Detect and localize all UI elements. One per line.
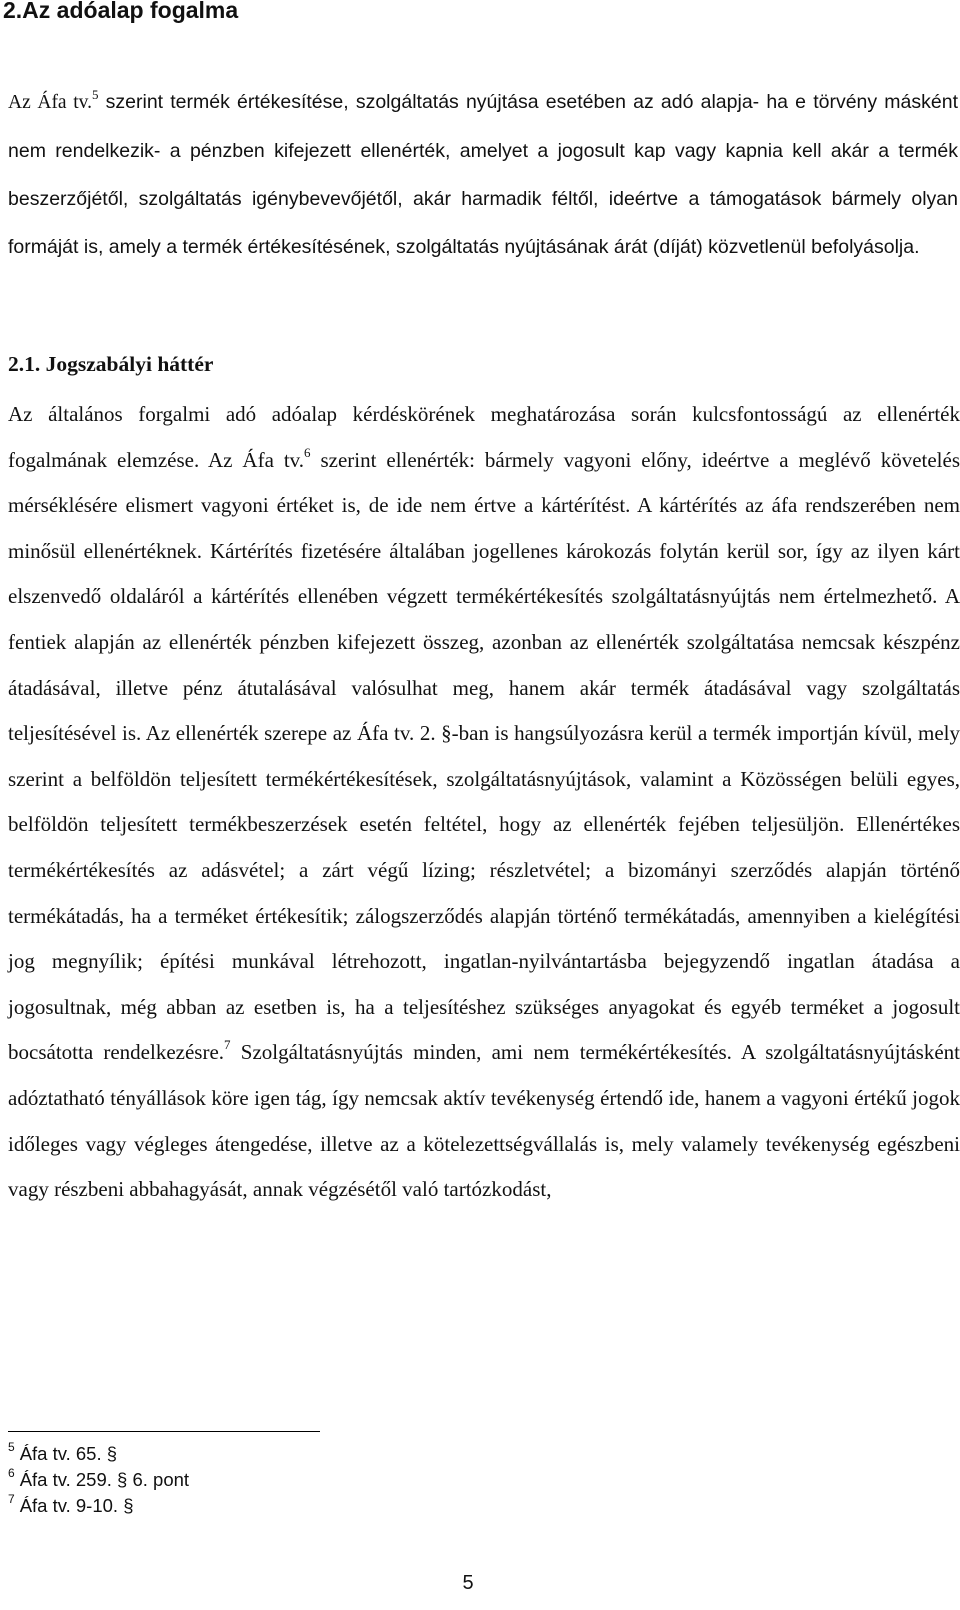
body-text-3: Szolgáltatásnyújtás minden, ami nem termékértékesítés. A szolgáltatásnyújtásként adóztatható tényállások köre igen tág, így nemcsak aktív tevékenység értendő ide, hanem a vagyoni értékű jogok időleges vagy végleges átengedése, illetve az a kötelezettségvállalás is, mely valamely tevékenység egészbeni vagy részbeni abbahagyását, annak végzésétől való tartózkodást, xyxy=(8,1040,960,1202)
footnote-item xyxy=(8,1441,189,1467)
footnote-number: 7 xyxy=(8,1491,15,1506)
footnote-text: Áfa tv. 9-10. § xyxy=(19,1495,134,1516)
footnote-ref-5[interactable]: 5 xyxy=(92,86,99,102)
intro-lead: Az Áfa tv. xyxy=(8,92,92,113)
intro-text: szerint termék értékesítése, szolgáltatás nyújtása esetében az adó alapja- ha e törvény másként nem rendelkezik- a pénzben kifejezett ellenérték, amelyet a jogosult kap vagy kapnia kell akár a termék beszerzőjétől, szolgáltatás igénybevevőjétől, akár harmadik féltől, ideértve a támogatások bármely olyan formáját is, amely a termék értékesítésének, szolgáltatás nyújtásának árát (díját) közvetlenül befolyásolja. xyxy=(8,91,958,258)
page-number: 5 xyxy=(462,1572,474,1594)
footnote-ref-6[interactable]: 6 xyxy=(304,444,311,460)
footnote-item xyxy=(8,1467,189,1493)
footnote-item xyxy=(8,1493,189,1519)
footnote-ref-7[interactable]: 7 xyxy=(224,1037,231,1053)
footnotes xyxy=(8,1441,189,1519)
chapter-title: 2.Az adóalap fogalma xyxy=(3,0,239,23)
footnote-text: Áfa tv. 65. § xyxy=(19,1443,118,1464)
intro-paragraph xyxy=(8,78,958,271)
footnote-number: 5 xyxy=(8,1439,15,1454)
footnote-number: 6 xyxy=(8,1465,15,1480)
footnote-text: Áfa tv. 259. § 6. pont xyxy=(19,1469,190,1490)
body-paragraph xyxy=(8,392,960,1213)
section-title: 2.1. Jogszabályi háttér xyxy=(8,352,214,376)
body-text-1: Az általános forgalmi adó adóalap kérdéskörének meghatározása során kulcsfontosságú az ellenérték fogalmának elemzése. Az Áfa tv. xyxy=(8,402,960,472)
body-text-2: szerint ellenérték: bármely vagyoni előny, ideértve a meglévő követelés mérséklésére elismert vagyoni értéket is, de ide nem értve a kártérítést. A kártérítés az áfa rendszerében nem minősül ellenértéknek. Kártérítés fizetésére általában jogellenes károkozás folytán kerül sor, így az ilyen kárt elszenvedő oldaláról a kártérítés ellenében végzett termékértékesítés szolgáltatásnyújtás nem értelmezhető. A fentiek alapján az ellenérték pénzben kifejezett összeg, azonban az ellenérték szolgáltatása nemcsak készpénz átadásával, illetve pénz átutalásával valósulhat meg, hanem akár termék átadásával vagy szolgáltatás teljesítésével is. Az ellenérték szerepe az Áfa tv. 2. §-ban is hangsúlyozásra kerül a termék importján kívül, mely szerint a belföldön teljesített termékértékesítések, szolgáltatásnyújtások, valamint a Közösségen belüli egyes, belföldön teljesített termékbeszerzések esetén feltétel, hogy az ellenérték fejében teljesüljön. Ellenértékes termékértékesítés az adásvétel; a zárt végű lízing; részletvétel; a bizományi szerződés alapján történő termékátadás, ha a terméket értékesítik; zálogszerződés alapján történő termékátadás, amennyiben a kielégítési jog megnyílik; építési munkával létrehozott, ingatlan-nyilvántartásba bejegyzendő ingatlan átadása a jogosultnak, még abban az esetben is, ha a teljesítéshez szükséges anyagokat és egyéb terméket a jogosult bocsátotta rendelkezésre. xyxy=(8,447,960,1065)
footnote-separator xyxy=(8,1431,320,1432)
